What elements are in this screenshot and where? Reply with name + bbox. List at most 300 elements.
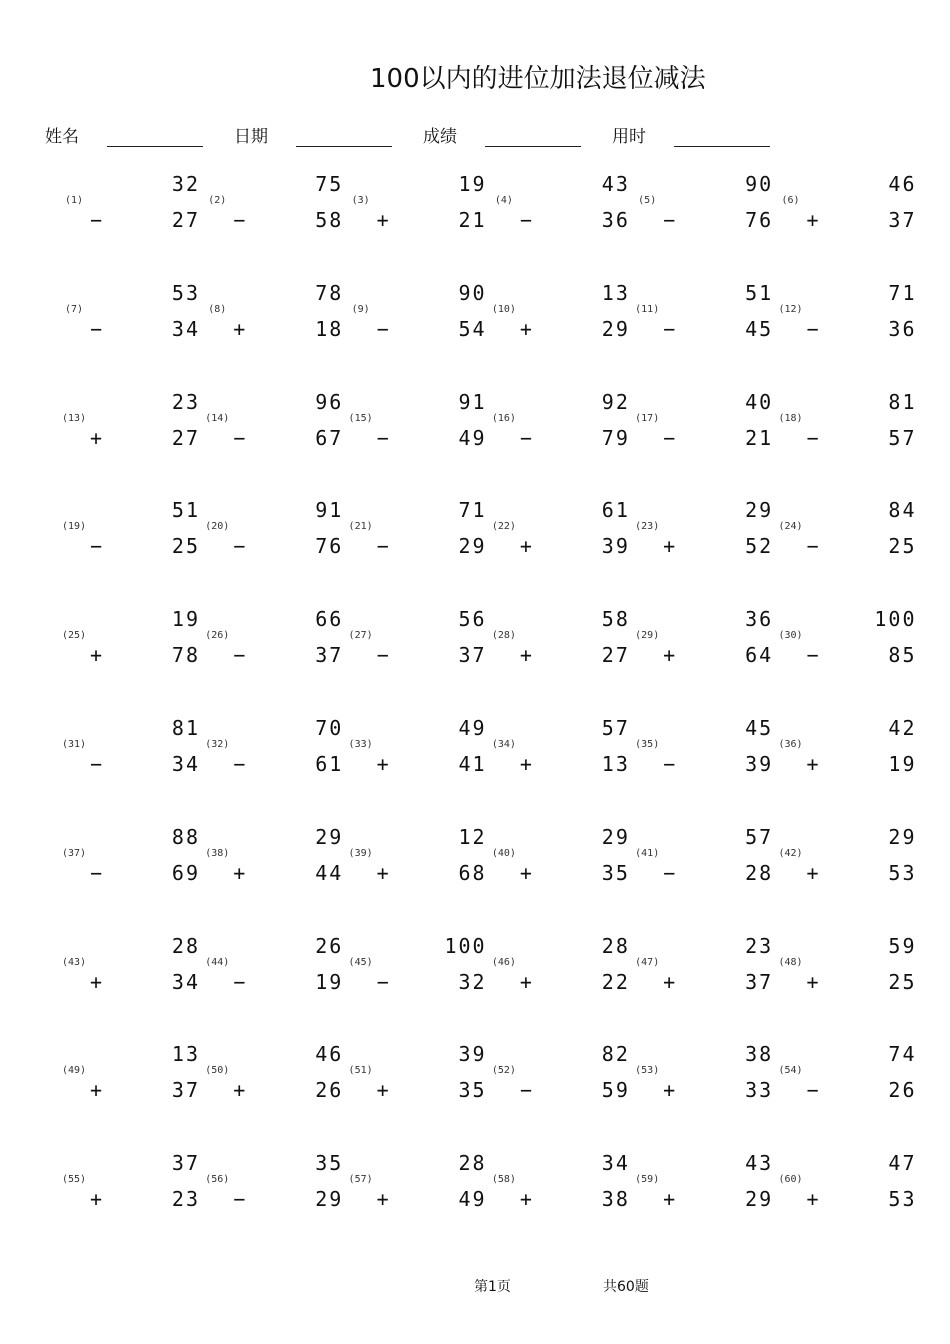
first-operand: 81 — [171, 716, 200, 740]
problem-item — [630, 281, 773, 361]
operator: + — [89, 1187, 103, 1212]
second-operand: 29 — [458, 534, 487, 559]
problem-item — [774, 607, 917, 687]
second-operand: 26 — [315, 1078, 344, 1103]
problem-count: 共60题 — [603, 1279, 649, 1295]
problem-number: (13) — [61, 412, 87, 424]
problem-item — [630, 825, 773, 905]
second-operand: 37 — [888, 208, 917, 232]
first-operand: 39 — [458, 1042, 487, 1067]
problem-item — [200, 934, 343, 1014]
first-operand: 78 — [315, 280, 344, 305]
operator: − — [233, 208, 246, 232]
problem-item — [774, 716, 917, 796]
problem-item — [57, 607, 200, 687]
second-operand: 45 — [745, 316, 774, 341]
operator: + — [519, 316, 532, 341]
problem-number: (28) — [491, 630, 516, 642]
first-operand: 32 — [171, 172, 200, 196]
second-operand: 29 — [601, 316, 630, 341]
first-operand: 90 — [458, 280, 487, 305]
problem-number: (35) — [635, 739, 660, 750]
second-operand: 32 — [458, 969, 487, 994]
second-operand: 69 — [171, 860, 200, 885]
first-operand: 13 — [601, 280, 630, 305]
problem-number: (22) — [491, 521, 516, 533]
second-operand: 76 — [745, 208, 774, 232]
problem-item — [487, 1042, 630, 1122]
second-operand: 54 — [458, 316, 487, 341]
first-operand: 36 — [745, 607, 774, 632]
problem-item — [344, 1151, 487, 1231]
second-operand: 35 — [458, 1078, 487, 1103]
second-operand: 34 — [171, 316, 200, 341]
problem-item — [630, 1151, 773, 1231]
operator: − — [233, 752, 246, 776]
first-operand: 81 — [888, 389, 917, 414]
operator: − — [89, 534, 103, 559]
problem-item — [200, 498, 343, 578]
problem-item — [774, 825, 917, 905]
first-operand: 92 — [601, 389, 630, 414]
second-operand: 27 — [601, 643, 630, 668]
operator: + — [89, 969, 103, 994]
first-operand: 90 — [745, 172, 774, 196]
problem-number: (24) — [778, 521, 803, 533]
first-operand: 84 — [888, 498, 917, 523]
first-operand: 49 — [458, 716, 487, 740]
second-operand: 52 — [745, 534, 774, 559]
second-operand: 27 — [171, 208, 200, 232]
second-operand: 39 — [745, 752, 774, 776]
first-operand: 56 — [458, 607, 487, 632]
first-operand: 29 — [601, 824, 630, 849]
operator: − — [376, 643, 389, 668]
first-operand: 53 — [171, 280, 200, 305]
problem-item — [487, 498, 630, 578]
problem-number: (12) — [778, 303, 803, 315]
problem-number: (48) — [778, 956, 803, 968]
first-operand: 57 — [601, 716, 630, 740]
operator: − — [233, 1187, 246, 1212]
operator: − — [376, 316, 389, 341]
operator: − — [806, 1078, 819, 1103]
operator: + — [519, 860, 532, 885]
operator: + — [519, 534, 532, 559]
second-operand: 36 — [888, 316, 917, 341]
operator: + — [519, 1187, 532, 1212]
problem-number: (32) — [205, 739, 230, 750]
problem-number: (33) — [348, 739, 373, 750]
second-operand: 39 — [601, 534, 630, 559]
second-operand: 33 — [745, 1078, 774, 1103]
first-operand: 28 — [171, 933, 200, 958]
problem-item — [344, 172, 487, 252]
problem-item — [57, 934, 200, 1014]
problem-item — [344, 825, 487, 905]
first-operand: 51 — [171, 498, 200, 523]
problem-item — [487, 825, 630, 905]
second-operand: 21 — [745, 425, 774, 450]
page-title: 100以内的进位加法退位减法 — [370, 64, 706, 94]
first-operand: 38 — [745, 1042, 774, 1067]
time-used-label: 用时 — [612, 127, 646, 147]
first-operand: 42 — [888, 716, 917, 740]
operator: + — [519, 752, 532, 776]
problem-number: (41) — [635, 847, 660, 859]
second-operand: 76 — [315, 534, 344, 559]
second-operand: 49 — [458, 1187, 487, 1212]
problem-item — [774, 281, 917, 361]
first-operand: 29 — [745, 498, 774, 523]
problem-item — [487, 716, 630, 796]
operator: − — [89, 316, 103, 341]
problem-item — [57, 716, 200, 796]
problem-item — [487, 172, 630, 252]
second-operand: 53 — [888, 1187, 917, 1212]
operator: − — [89, 860, 103, 885]
first-operand: 29 — [888, 824, 917, 849]
problem-number: (23) — [635, 521, 660, 533]
problem-number: (56) — [205, 1174, 230, 1186]
second-operand: 34 — [171, 752, 200, 776]
second-operand: 25 — [888, 534, 917, 559]
second-operand: 79 — [601, 425, 630, 450]
problem-number: (27) — [348, 630, 373, 642]
problem-item — [344, 498, 487, 578]
problem-number: (58) — [491, 1174, 516, 1186]
first-operand: 51 — [745, 280, 774, 305]
operator: − — [519, 425, 532, 450]
operator: − — [376, 969, 389, 994]
first-operand: 40 — [745, 389, 774, 414]
problem-number: (11) — [635, 303, 660, 315]
problem-number: (43) — [61, 956, 87, 968]
problem-item — [344, 281, 487, 361]
problem-number: (10) — [491, 303, 516, 315]
first-operand: 23 — [171, 389, 200, 414]
problem-number: (49) — [61, 1065, 87, 1077]
operator: + — [89, 1078, 103, 1103]
operator: − — [233, 643, 246, 668]
second-operand: 57 — [888, 425, 917, 450]
second-operand: 37 — [745, 969, 774, 994]
problem-number: (39) — [348, 847, 373, 859]
operator: − — [806, 316, 819, 341]
second-operand: 59 — [601, 1078, 630, 1103]
first-operand: 61 — [601, 498, 630, 523]
problem-number: (31) — [61, 739, 87, 750]
problem-number: (17) — [635, 412, 660, 424]
problem-item — [57, 825, 200, 905]
operator: + — [89, 643, 103, 668]
operator: + — [806, 1187, 819, 1212]
first-operand: 70 — [315, 716, 344, 740]
second-operand: 13 — [601, 752, 630, 776]
first-operand: 91 — [315, 498, 344, 523]
second-operand: 37 — [315, 643, 344, 668]
problem-item — [774, 390, 917, 470]
problem-number: (51) — [348, 1065, 373, 1077]
operator: + — [663, 643, 676, 668]
first-operand: 96 — [315, 389, 344, 414]
operator: + — [663, 1078, 676, 1103]
problem-number: (38) — [205, 847, 230, 859]
problem-item — [200, 281, 343, 361]
second-operand: 41 — [458, 752, 487, 776]
operator: + — [806, 752, 819, 776]
first-operand: 71 — [888, 280, 917, 305]
first-operand: 37 — [171, 1151, 200, 1176]
problem-number: (50) — [205, 1065, 230, 1077]
operator: − — [663, 208, 676, 232]
second-operand: 29 — [745, 1187, 774, 1212]
operator: + — [806, 208, 819, 232]
problem-number: (2) — [208, 195, 227, 206]
second-operand: 27 — [171, 425, 200, 450]
problem-item — [487, 390, 630, 470]
problem-item — [200, 716, 343, 796]
second-operand: 37 — [458, 643, 487, 668]
problem-item — [630, 934, 773, 1014]
problem-item — [57, 1042, 200, 1122]
first-operand: 59 — [888, 933, 917, 958]
problem-item — [200, 1042, 343, 1122]
problem-item — [200, 607, 343, 687]
operator: + — [519, 969, 532, 994]
first-operand: 82 — [601, 1042, 630, 1067]
operator: − — [376, 425, 389, 450]
problem-item — [344, 934, 487, 1014]
first-operand: 28 — [458, 1151, 487, 1176]
second-operand: 23 — [171, 1187, 200, 1212]
second-operand: 68 — [458, 860, 487, 885]
second-operand: 64 — [745, 643, 774, 668]
second-operand: 49 — [458, 425, 487, 450]
operator: − — [89, 208, 103, 232]
second-operand: 19 — [888, 752, 917, 776]
problem-number: (60) — [778, 1174, 803, 1186]
problem-number: (1) — [64, 195, 84, 206]
problem-item — [57, 390, 200, 470]
problem-number: (26) — [205, 630, 230, 642]
first-operand: 43 — [745, 1151, 774, 1176]
second-operand: 35 — [601, 860, 630, 885]
operator: − — [89, 752, 103, 776]
problem-item — [774, 1042, 917, 1122]
problem-number: (53) — [635, 1065, 660, 1077]
problem-item — [57, 281, 200, 361]
problem-number: (45) — [348, 956, 373, 968]
first-operand: 23 — [745, 933, 774, 958]
operator: − — [233, 534, 246, 559]
problem-number: (19) — [61, 521, 87, 533]
problem-number: (3) — [351, 195, 370, 206]
problem-item — [487, 934, 630, 1014]
second-operand: 37 — [171, 1078, 200, 1103]
operator: + — [376, 1187, 389, 1212]
date-label: 日期 — [234, 127, 268, 147]
problem-item — [200, 825, 343, 905]
second-operand: 85 — [888, 643, 917, 668]
problem-item — [774, 498, 917, 578]
problem-number: (40) — [491, 847, 516, 859]
problem-number: (15) — [348, 412, 373, 424]
first-operand: 46 — [315, 1042, 344, 1067]
first-operand: 91 — [458, 389, 487, 414]
second-operand: 38 — [601, 1187, 630, 1212]
problem-item — [487, 607, 630, 687]
page-number: 第1页 — [474, 1279, 511, 1295]
problem-item — [57, 172, 200, 252]
operator: + — [663, 534, 676, 559]
second-operand: 53 — [888, 860, 917, 885]
first-operand: 47 — [888, 1151, 917, 1176]
problem-number: (37) — [61, 847, 87, 859]
first-operand: 34 — [601, 1151, 630, 1176]
problem-number: (30) — [778, 630, 803, 642]
problem-number: (8) — [208, 303, 227, 315]
operator: + — [663, 1187, 676, 1212]
second-operand: 18 — [315, 316, 344, 341]
operator: + — [376, 752, 389, 776]
first-operand: 58 — [601, 607, 630, 632]
operator: + — [519, 643, 532, 668]
second-operand: 36 — [601, 208, 630, 232]
second-operand: 34 — [171, 969, 200, 994]
operator: − — [806, 425, 819, 450]
operator: − — [519, 1078, 532, 1103]
operator: − — [663, 860, 676, 885]
problem-number: (18) — [778, 412, 803, 424]
problem-number: (52) — [491, 1065, 516, 1077]
problem-number: (42) — [778, 847, 803, 859]
operator: + — [233, 860, 246, 885]
first-operand: 12 — [458, 824, 487, 849]
problem-item — [487, 281, 630, 361]
problem-item — [630, 607, 773, 687]
problem-item — [57, 1151, 200, 1231]
operator: + — [806, 860, 819, 885]
problem-number: (4) — [494, 195, 513, 206]
problem-item — [344, 607, 487, 687]
first-operand: 71 — [458, 498, 487, 523]
operator: + — [233, 316, 246, 341]
problem-number: (36) — [778, 739, 803, 750]
first-operand: 46 — [888, 172, 917, 196]
problem-number: (25) — [61, 630, 87, 642]
problem-number: (16) — [491, 412, 516, 424]
second-operand: 19 — [315, 969, 344, 994]
problem-item — [200, 172, 343, 252]
operator: − — [663, 316, 676, 341]
first-operand: 28 — [601, 933, 630, 958]
first-operand: 100 — [444, 933, 487, 958]
problem-item — [630, 716, 773, 796]
problem-item — [344, 390, 487, 470]
second-operand: 67 — [315, 425, 344, 450]
score-label: 成绩 — [423, 127, 457, 147]
operator: − — [663, 752, 676, 776]
problem-number: (59) — [635, 1174, 660, 1186]
first-operand: 100 — [874, 607, 917, 632]
problem-number: (5) — [638, 195, 657, 206]
first-operand: 88 — [171, 824, 200, 849]
operator: − — [663, 425, 676, 450]
problem-item — [200, 390, 343, 470]
name-label: 姓名 — [45, 127, 79, 147]
second-operand: 58 — [315, 208, 344, 232]
problem-number: (55) — [61, 1174, 87, 1186]
problem-item — [487, 1151, 630, 1231]
first-operand: 75 — [315, 172, 344, 196]
problem-number: (47) — [635, 956, 660, 968]
problem-item — [630, 498, 773, 578]
second-operand: 44 — [315, 860, 344, 885]
operator: + — [89, 425, 103, 450]
problem-number: (21) — [348, 521, 373, 533]
second-operand: 78 — [171, 643, 200, 668]
operator: − — [519, 208, 532, 232]
problem-number: (7) — [64, 303, 84, 315]
first-operand: 45 — [745, 716, 774, 740]
second-operand: 25 — [888, 969, 917, 994]
problem-number: (20) — [205, 521, 230, 533]
first-operand: 13 — [171, 1042, 200, 1067]
second-operand: 61 — [315, 752, 344, 776]
first-operand: 19 — [458, 172, 487, 196]
second-operand: 22 — [601, 969, 630, 994]
operator: + — [376, 1078, 389, 1103]
first-operand: 35 — [315, 1151, 344, 1176]
first-operand: 29 — [315, 824, 344, 849]
problem-item — [344, 716, 487, 796]
problem-number: (46) — [491, 956, 516, 968]
operator: + — [663, 969, 676, 994]
second-operand: 21 — [458, 208, 487, 232]
operator: + — [376, 208, 389, 232]
first-operand: 74 — [888, 1042, 917, 1067]
problem-item — [774, 1151, 917, 1231]
second-operand: 26 — [888, 1078, 917, 1103]
operator: − — [233, 425, 246, 450]
problem-item — [630, 1042, 773, 1122]
problem-item — [57, 498, 200, 578]
second-operand: 28 — [745, 860, 774, 885]
problem-number: (44) — [205, 956, 230, 968]
operator: + — [233, 1078, 246, 1103]
operator: + — [376, 860, 389, 885]
problem-item — [630, 172, 773, 252]
first-operand: 19 — [171, 607, 200, 632]
problem-number: (57) — [348, 1174, 373, 1186]
operator: + — [806, 969, 819, 994]
problem-number: (54) — [778, 1065, 803, 1077]
problem-item — [774, 172, 917, 252]
second-operand: 29 — [315, 1187, 344, 1212]
second-operand: 25 — [171, 534, 200, 559]
operator: − — [806, 643, 819, 668]
problem-number: (34) — [491, 739, 516, 750]
problem-item — [774, 934, 917, 1014]
operator: − — [376, 534, 389, 559]
problem-item — [344, 1042, 487, 1122]
operator: − — [233, 969, 246, 994]
first-operand: 66 — [315, 607, 344, 632]
first-operand: 26 — [315, 933, 344, 958]
first-operand: 43 — [601, 172, 630, 196]
problem-item — [630, 390, 773, 470]
